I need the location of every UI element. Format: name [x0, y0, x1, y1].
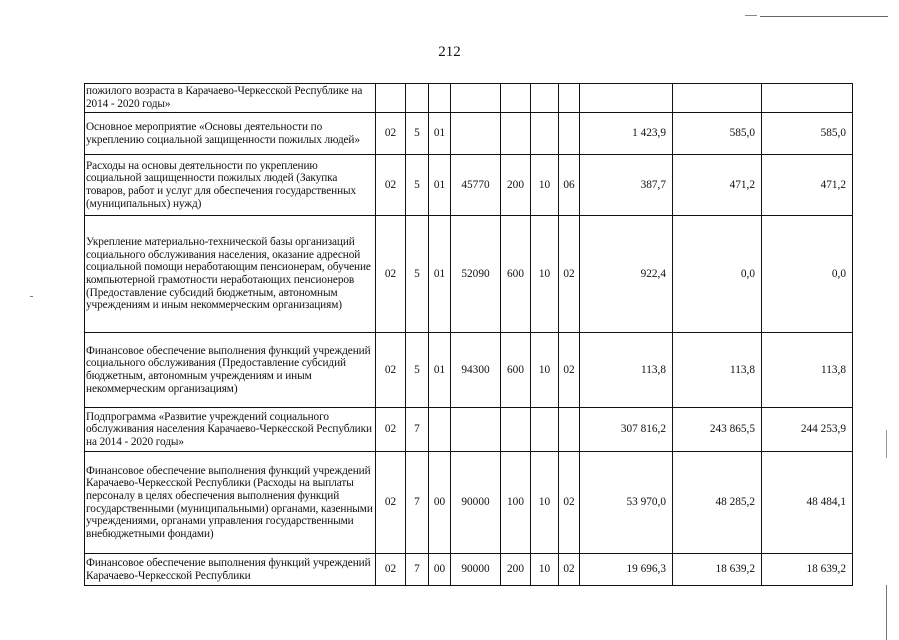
amount-cell: 18 639,2	[673, 554, 762, 586]
amount-cell: 113,8	[580, 333, 673, 408]
amount-cell: 585,0	[762, 113, 853, 155]
code-cell	[429, 408, 451, 452]
code-cell: 02	[376, 333, 406, 408]
row-name: Финансовое обеспечение выполнения функций учреждений социального обслуживания (Предоставление субсидий бюджетным, автономным учреждениям и иным некоммерческим организациям)	[85, 333, 376, 408]
code-cell	[451, 408, 501, 452]
table-row	[85, 452, 853, 554]
amount-cell: 243 865,5	[673, 408, 762, 452]
amount-cell: 307 816,2	[580, 408, 673, 452]
amount-cell: 244 253,9	[762, 408, 853, 452]
amount-cell: 48 285,2	[673, 452, 762, 554]
table-row	[85, 84, 853, 113]
code-cell: 45770	[451, 155, 501, 216]
code-cell: 5	[406, 113, 429, 155]
scan-mark	[886, 430, 887, 458]
table-row	[85, 333, 853, 408]
code-cell	[376, 84, 406, 113]
amount-cell: 585,0	[673, 113, 762, 155]
code-cell: 02	[376, 452, 406, 554]
table-row	[85, 216, 853, 333]
code-cell: 01	[429, 155, 451, 216]
code-cell	[501, 408, 531, 452]
code-cell: 02	[559, 216, 580, 333]
budget-table	[84, 83, 853, 586]
table-row	[85, 155, 853, 216]
code-cell	[531, 408, 559, 452]
code-cell: 7	[406, 554, 429, 586]
code-cell	[406, 84, 429, 113]
amount-cell: 19 696,3	[580, 554, 673, 586]
scan-mark	[886, 585, 887, 640]
code-cell: 10	[531, 333, 559, 408]
scan-mark	[30, 296, 33, 297]
row-name: Расходы на основы деятельности по укреплению социальной защищенности пожилых людей (Закупка товаров, работ и услуг для обеспечения государственных (муниципальных) нужд)	[85, 155, 376, 216]
row-name: Финансовое обеспечение выполнения функций учреждений Карачаево-Черкесской Республики (Расходы на выплаты персоналу в целях обеспечения выполнения функций государственными (муниципальными) органами, казенными учреждениями, органами управления государственными внебюджетными фондами)	[85, 452, 376, 554]
code-cell: 01	[429, 333, 451, 408]
code-cell: 100	[501, 452, 531, 554]
code-cell	[501, 113, 531, 155]
code-cell	[559, 84, 580, 113]
amount-cell: 471,2	[762, 155, 853, 216]
code-cell: 5	[406, 333, 429, 408]
code-cell: 200	[501, 554, 531, 586]
table-row	[85, 554, 853, 586]
code-cell: 5	[406, 216, 429, 333]
amount-cell: 48 484,1	[762, 452, 853, 554]
amount-cell: 1 423,9	[580, 113, 673, 155]
code-cell: 52090	[451, 216, 501, 333]
code-cell: 7	[406, 408, 429, 452]
table-row	[85, 408, 853, 452]
code-cell: 5	[406, 155, 429, 216]
code-cell	[451, 113, 501, 155]
code-cell: 10	[531, 554, 559, 586]
code-cell: 90000	[451, 452, 501, 554]
row-name: пожилого возраста в Карачаево-Черкесской Республике на 2014 - 2020 годы»	[85, 84, 376, 113]
code-cell: 01	[429, 113, 451, 155]
amount-cell: 113,8	[673, 333, 762, 408]
table-row	[85, 113, 853, 155]
code-cell: 7	[406, 452, 429, 554]
row-name: Укрепление материально-технической базы организаций социального обслуживания населения, оказание адресной социальной помощи неработающим пенсионерам, обучение компьютерной грамотности неработающих пенсионеров (Предоставление субсидий бюджетным, автономным учреждениям и иным некоммерческим организациям)	[85, 216, 376, 333]
code-cell: 10	[531, 216, 559, 333]
code-cell	[429, 84, 451, 113]
code-cell: 02	[376, 113, 406, 155]
code-cell: 02	[559, 554, 580, 586]
code-cell: 10	[531, 155, 559, 216]
scan-mark	[745, 15, 757, 16]
code-cell: 02	[376, 554, 406, 586]
amount-cell: 0,0	[673, 216, 762, 333]
amount-cell: 471,2	[673, 155, 762, 216]
row-name: Основное мероприятие «Основы деятельности по укреплению социальной защищенности пожилых людей»	[85, 113, 376, 155]
code-cell	[501, 84, 531, 113]
code-cell	[559, 408, 580, 452]
code-cell: 02	[559, 452, 580, 554]
amount-cell	[580, 84, 673, 113]
code-cell: 200	[501, 155, 531, 216]
code-cell: 10	[531, 452, 559, 554]
amount-cell	[673, 84, 762, 113]
code-cell: 00	[429, 452, 451, 554]
page-number: 212	[438, 44, 461, 60]
code-cell: 06	[559, 155, 580, 216]
code-cell: 02	[559, 333, 580, 408]
code-cell: 600	[501, 333, 531, 408]
amount-cell: 0,0	[762, 216, 853, 333]
amount-cell: 18 639,2	[762, 554, 853, 586]
code-cell: 02	[376, 408, 406, 452]
code-cell: 90000	[451, 554, 501, 586]
code-cell: 02	[376, 155, 406, 216]
code-cell: 02	[376, 216, 406, 333]
code-cell: 94300	[451, 333, 501, 408]
amount-cell: 387,7	[580, 155, 673, 216]
row-name: Финансовое обеспечение выполнения функций учреждений Карачаево-Черкесской Республики	[85, 554, 376, 586]
amount-cell	[762, 84, 853, 113]
code-cell	[531, 113, 559, 155]
code-cell: 600	[501, 216, 531, 333]
scan-mark	[760, 16, 888, 17]
amount-cell: 113,8	[762, 333, 853, 408]
code-cell: 01	[429, 216, 451, 333]
code-cell: 00	[429, 554, 451, 586]
code-cell	[451, 84, 501, 113]
code-cell	[531, 84, 559, 113]
amount-cell: 53 970,0	[580, 452, 673, 554]
code-cell	[559, 113, 580, 155]
row-name: Подпрограмма «Развитие учреждений социального обслуживания населения Карачаево-Черкесской Республики на 2014 - 2020 годы»	[85, 408, 376, 452]
amount-cell: 922,4	[580, 216, 673, 333]
